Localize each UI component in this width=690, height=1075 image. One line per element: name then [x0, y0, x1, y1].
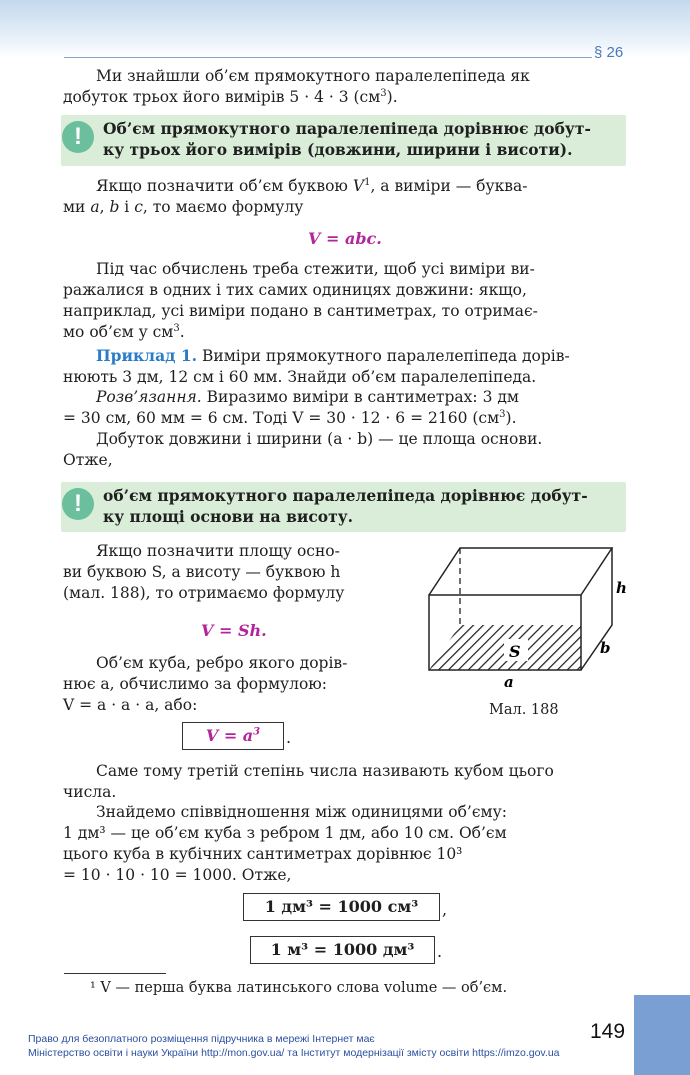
paragraph-8: Знайдемо співвідношення між одиницями об’єму: 1 дм³ — це об’єм куба з ребром 1 дм, або 10 см. Об’єм цього куба в кубічних сантиметрах дорівнює 10³ = 10 · 10 · 10 = 1000. Отже,: [63, 803, 507, 884]
solution: Розв’язання. Виразимо виміри в сантиметрах: 3 дм = 30 см, 60 мм = 6 см. Тоді V = 30 · 12 · 6 = 2160 $(см^3)$.: [63, 388, 519, 427]
unit-box-1-comma: ,: [442, 900, 448, 919]
paragraph-3: Під час обчислень треба стежити, щоб усі виміри ви- ражалися в одних і тих самих одиницях довжини: якщо, наприклад, усі виміри подано в сантиметрах, то отримає- мо об’єм у $см^3$.: [63, 260, 538, 341]
formula-abc: V = abc.: [308, 229, 382, 248]
paragraph-2: Якщо позначити об’єм буквою $V^1$, а виміри — буква- ми a, b і c, то маємо формулу: [63, 176, 528, 216]
figure-188: [424, 545, 634, 695]
parallelepiped-diagram: [424, 545, 634, 695]
paragraph-5: Якщо позначити площу осно- ви буквою S, а висоту — буквою h (мал. 188), то отримаємо формулу: [63, 542, 345, 602]
footer-line-2: Міністерство освіти і науки України http://mon.gov.ua/ та Інститут модернізації змісту освіти https://imzo.gov.ua: [28, 1047, 560, 1059]
exclamation-icon: !: [62, 121, 94, 153]
paragraph-1: Ми знайшли об’єм прямокутного паралелепіпеда як добуток трьох його вимірів 5 · 4 · 3 $(см^3)$.: [63, 67, 530, 106]
paragraph-6: Об’єм куба, ребро якого дорів- нює a, обчислимо за формулою: V = a · a · a, або:: [63, 654, 348, 714]
unit-box-2-dot: .: [437, 942, 443, 961]
label-S: S: [509, 642, 521, 661]
page-number: 149: [590, 1020, 626, 1043]
footnote-rule: [64, 973, 166, 974]
cube-formula-box: [182, 722, 284, 750]
example-1: Приклад 1. Виміри прямокутного паралелепіпеда дорів- нюють 3 дм, 12 см і 60 мм. Знайди об’єм паралелепіпеда.: [63, 346, 570, 386]
unit-box-2: 1 м³ = 1000 дм³: [250, 936, 435, 964]
footnote: ¹ V — перша буква латинського слова volume — об’єм.: [90, 980, 508, 996]
paragraph-4: Добуток довжини і ширини (a · b) — це площа основи. Отже,: [63, 430, 543, 469]
figure-caption: Мал. 188: [489, 702, 559, 718]
paragraph-7: Саме тому третій степінь числа називають кубом цього числа.: [63, 762, 554, 801]
rule-text-1: Об’єм прямокутного паралелепіпеда дорівнює добут- ку трьох його вимірів (довжини, ширини і висоти).: [103, 119, 591, 159]
label-b: b: [600, 639, 611, 657]
section-number: § 26: [594, 44, 624, 61]
unit-box-1: 1 дм³ = 1000 см³: [243, 893, 440, 921]
rule-box-2: [61, 482, 626, 532]
rule-box-1: [61, 115, 626, 166]
cube-formula: $V = a^3$: [205, 726, 261, 745]
label-a: a: [504, 673, 514, 691]
formula-sh: V = Sh.: [201, 621, 267, 640]
exclamation-icon: !: [62, 488, 94, 520]
page-top-band: [0, 0, 690, 58]
page-tab: [634, 995, 690, 1075]
header-rule: [64, 57, 592, 58]
cube-formula-dot: .: [286, 728, 292, 747]
footer-line-1: Право для безоплатного розміщення підручника в мережі Інтернет має: [28, 1033, 375, 1045]
label-h: h: [616, 579, 627, 597]
rule-text-2: об’єм прямокутного паралелепіпеда дорівнює добут- ку площі основи на висоту.: [103, 486, 588, 526]
